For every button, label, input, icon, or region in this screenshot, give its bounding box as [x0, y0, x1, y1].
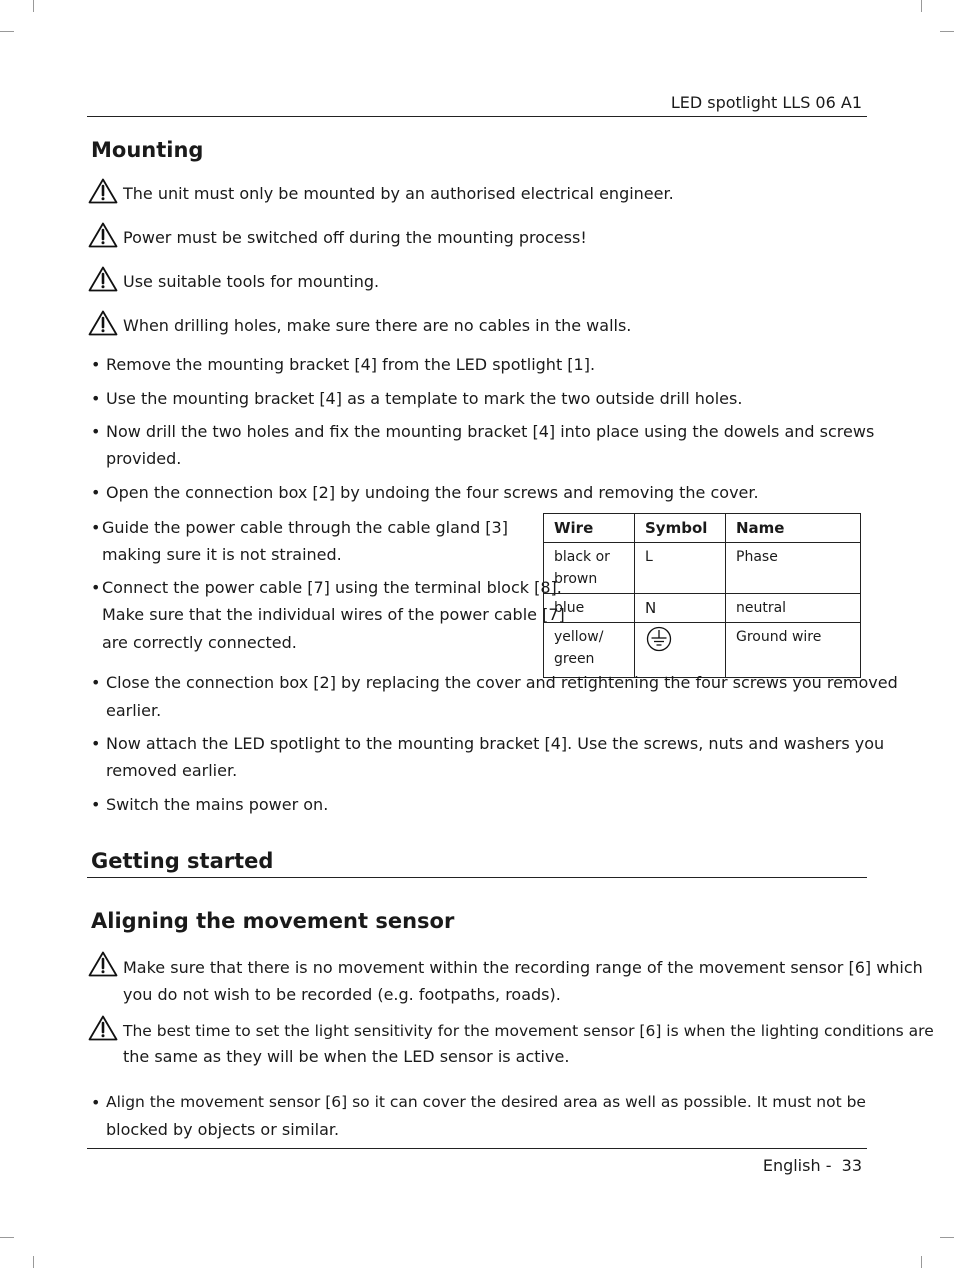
bullet-icon: • — [91, 673, 101, 692]
warning-text-continuation: the same as they will be when the LED sensor is active. — [123, 1047, 570, 1066]
header-rule — [87, 116, 867, 117]
ground-icon — [645, 626, 673, 659]
bullet-icon: • — [91, 734, 101, 753]
column-header-symbol: Symbol — [635, 514, 726, 543]
bullet-icon: • — [91, 389, 101, 408]
list-item: Close the connection box [2] by replacing the cover and retightening the four screws you removed — [106, 673, 898, 692]
list-item-continuation: Make sure that the individual wires of the power cable [7] — [102, 605, 565, 624]
page-footer: English - 33 — [762, 1156, 862, 1175]
list-item: Guide the power cable through the cable gland [3] — [102, 518, 508, 537]
bullet-icon: • — [91, 483, 101, 502]
table-row — [544, 594, 861, 623]
warning-text: The unit must only be mounted by an authorised electrical engineer. — [123, 184, 674, 203]
list-item-continuation: removed earlier. — [106, 761, 238, 780]
list-item: Now attach the LED spotlight to the mounting bracket [4]. Use the screws, nuts and washers you — [106, 734, 885, 753]
warning-text: Make sure that there is no movement within the recording range of the movement sensor [6] which — [123, 958, 923, 977]
warning-triangle-icon — [88, 266, 118, 292]
section-heading-aligning: Aligning the movement sensor — [91, 909, 455, 933]
warning-triangle-icon — [88, 222, 118, 248]
warning-triangle-icon — [88, 1015, 118, 1041]
footer-rule — [87, 1148, 867, 1149]
warning-triangle-icon — [88, 178, 118, 204]
section-heading-mounting: Mounting — [91, 138, 204, 162]
list-item: Open the connection box [2] by undoing the four screws and removing the cover. — [106, 483, 759, 502]
table-cell-name: neutral — [726, 594, 861, 623]
list-item-continuation: earlier. — [106, 701, 162, 720]
warning-text: Power must be switched off during the mounting process! — [123, 228, 587, 247]
column-header-name: Name — [726, 514, 861, 543]
warning-text-continuation: you do not wish to be recorded (e.g. footpaths, roads). — [123, 985, 561, 1004]
crop-mark — [0, 31, 14, 32]
table-cell-symbol: N — [635, 594, 726, 623]
table-cell-name: Ground wire — [726, 623, 861, 678]
crop-mark — [0, 1237, 14, 1238]
list-item: Remove the mounting bracket [4] from the LED spotlight [1]. — [106, 355, 596, 374]
bullet-icon: • — [91, 355, 101, 374]
list-item: Connect the power cable [7] using the terminal block [8]. — [102, 578, 562, 597]
list-item: Switch the mains power on. — [106, 795, 329, 814]
list-item-continuation: are correctly connected. — [102, 633, 297, 652]
warning-triangle-icon — [88, 951, 118, 977]
table-cell-symbol: L — [635, 543, 726, 594]
bullet-icon: • — [91, 422, 101, 441]
crop-mark — [33, 1256, 34, 1268]
warning-text: Use suitable tools for mounting. — [123, 272, 380, 291]
table-row — [544, 543, 861, 594]
column-header-wire: Wire — [544, 514, 635, 543]
list-item-continuation: blocked by objects or similar. — [106, 1120, 340, 1139]
crop-mark — [33, 0, 34, 12]
table-cell-wire: black or brown — [544, 543, 635, 594]
table-cell-name: Phase — [726, 543, 861, 594]
section-rule — [87, 877, 867, 878]
running-header: LED spotlight LLS 06 A1 — [670, 93, 862, 112]
warning-text: When drilling holes, make sure there are no cables in the walls. — [123, 316, 632, 335]
crop-mark — [921, 0, 922, 12]
table-header-row — [544, 514, 861, 543]
list-item-continuation: making sure it is not strained. — [102, 545, 342, 564]
list-item: Now drill the two holes and fix the mounting bracket [4] into place using the dowels and screws — [106, 422, 875, 441]
wire-table — [543, 513, 861, 678]
list-item: Use the mounting bracket [4] as a template to mark the two outside drill holes. — [106, 389, 743, 408]
table-cell-wire: blue — [544, 594, 635, 623]
table-cell-wire: yellow/ green — [544, 623, 635, 678]
crop-mark — [940, 31, 954, 32]
warning-text: The best time to set the light sensitivity for the movement sensor [6] is when the lighting conditions are — [123, 1022, 934, 1040]
bullet-icon: • — [91, 518, 101, 537]
list-item: Align the movement sensor [6] so it can cover the desired area as well as possible. It must not be — [106, 1093, 866, 1111]
list-item-continuation: provided. — [106, 449, 182, 468]
bullet-icon: • — [91, 1093, 101, 1112]
bullet-icon: • — [91, 578, 101, 597]
crop-mark — [940, 1237, 954, 1238]
crop-mark — [921, 1256, 922, 1268]
warning-triangle-icon — [88, 310, 118, 336]
bullet-icon: • — [91, 795, 101, 814]
section-heading-getting-started: Getting started — [91, 849, 274, 873]
